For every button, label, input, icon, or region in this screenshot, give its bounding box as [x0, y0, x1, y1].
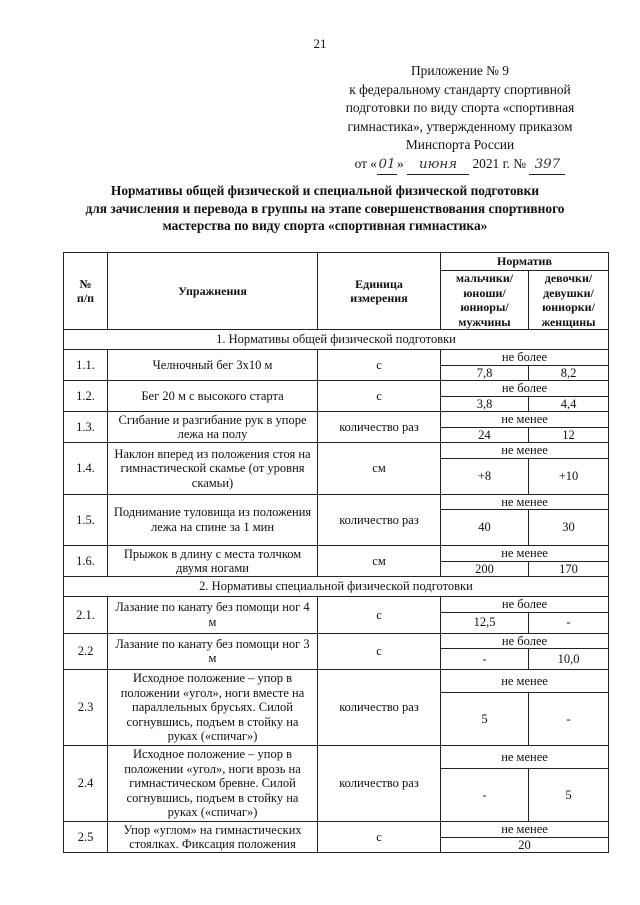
row-number: 1.6.: [64, 546, 108, 577]
date-prefix: от «: [354, 155, 378, 171]
unit-cell: см: [318, 443, 441, 495]
row-number: 2.1.: [64, 597, 108, 634]
norm-condition: не менее: [441, 443, 609, 459]
table-row: [64, 633, 609, 649]
norm-condition: не более: [441, 350, 609, 366]
header-girls: девочки/ девушки/ юниорки/ женщины: [529, 271, 609, 330]
title-line: мастерства по виду спорта «спортивная гимнастика»: [162, 218, 488, 233]
title-line: Нормативы общей физической и специальной физической подготовки: [110, 183, 540, 198]
norm-value-boys: 7,8: [441, 365, 529, 381]
table-row: [64, 746, 609, 769]
norm-value-boys: 5: [441, 693, 529, 746]
norm-value-girls: 30: [529, 510, 609, 546]
norm-value-girls: -: [529, 693, 609, 746]
header-boys: мальчики/ юноши/ юниоры/ мужчины: [441, 271, 529, 330]
row-number: 2.5: [64, 822, 108, 853]
table-row: [64, 494, 609, 510]
exercise-name: Наклон вперед из положения стоя на гимнастической скамье (от уровня скамьи): [108, 443, 318, 495]
handwritten-number: 397: [529, 156, 565, 176]
table-row: [64, 381, 609, 397]
row-number: 2.3: [64, 670, 108, 746]
exercise-name: Лазание по канату без помощи ног 3 м: [108, 633, 318, 670]
norm-value-boys: -: [441, 769, 529, 822]
unit-cell: количество раз: [318, 412, 441, 443]
section-heading: 2. Нормативы специальной физической подготовки: [64, 577, 609, 597]
norm-value-girls: 170: [529, 561, 609, 577]
exercise-name: Прыжок в длину с места толчком двумя ногами: [108, 546, 318, 577]
unit-cell: с: [318, 822, 441, 853]
header-norm: Норматив: [441, 253, 609, 271]
exercise-name: Челночный бег 3х10 м: [108, 350, 318, 381]
norm-value-boys: -: [441, 649, 529, 670]
norm-condition: не менее: [441, 546, 609, 562]
table-row: [64, 350, 609, 366]
norm-condition: не менее: [441, 670, 609, 693]
norm-value-girls: 8,2: [529, 365, 609, 381]
norms-table: [63, 252, 609, 853]
norm-condition: не менее: [441, 746, 609, 769]
exercise-name: Сгибание и разгибание рук в упоре лежа на полу: [108, 412, 318, 443]
table-row: [64, 822, 609, 838]
norm-value-boys: 40: [441, 510, 529, 546]
exercise-name: Исходное положение – упор в положении «угол», ноги врозь на гимнастическом бревне. Силой согнувшись, подъем в стойку на руках («спичаг»): [108, 746, 318, 822]
appendix-line: Минспорта России: [405, 137, 515, 152]
norm-value-girls: -: [529, 612, 609, 633]
norm-condition: не более: [441, 633, 609, 649]
norm-value-boys: 24: [441, 427, 529, 443]
norm-value-girls: +10: [529, 458, 609, 494]
norm-value-boys: +8: [441, 458, 529, 494]
header-unit: Единица измерения: [318, 253, 441, 330]
norm-value-boys: 12,5: [441, 612, 529, 633]
appendix-line: подготовки по виду спорта «спортивная: [345, 100, 575, 115]
norm-condition: не более: [441, 597, 609, 613]
table-row: [64, 597, 609, 613]
norm-value-boys: 200: [441, 561, 529, 577]
unit-cell: с: [318, 633, 441, 670]
date-quote: »: [397, 155, 404, 171]
appendix-line: гимнастика», утвержденному приказом: [347, 118, 573, 134]
appendix-block: [330, 62, 590, 175]
norm-value-girls: 10,0: [529, 649, 609, 670]
title-line: для зачисления и перевода в группы на этапе совершенствования спортивного: [85, 200, 565, 216]
norm-condition: не более: [441, 381, 609, 397]
table-row: [64, 546, 609, 562]
norm-value-girls: 4,4: [529, 396, 609, 412]
norm-value-girls: 12: [529, 427, 609, 443]
row-number: 1.5.: [64, 494, 108, 546]
handwritten-month: июня: [407, 156, 469, 176]
row-number: 1.2.: [64, 381, 108, 412]
document-title: [40, 182, 610, 235]
unit-cell: количество раз: [318, 670, 441, 746]
row-number: 2.4: [64, 746, 108, 822]
handwritten-day: 01: [377, 156, 397, 176]
unit-cell: см: [318, 546, 441, 577]
page-number: 21: [313, 36, 327, 51]
section-heading: 1. Нормативы общей физической подготовки: [64, 330, 609, 350]
header-exercise: Упражнения: [108, 253, 318, 330]
date-year: 2021 г. №: [472, 155, 527, 171]
unit-cell: с: [318, 597, 441, 634]
norm-condition: не менее: [441, 822, 609, 838]
row-number: 1.1.: [64, 350, 108, 381]
appendix-title: Приложение № 9: [410, 63, 510, 78]
table-row: [64, 443, 609, 459]
exercise-name: Упор «углом» на гимнастических стоялках. Фиксация положения: [108, 822, 318, 853]
unit-cell: количество раз: [318, 494, 441, 546]
table-row: [64, 412, 609, 428]
unit-cell: с: [318, 381, 441, 412]
table-row: [64, 670, 609, 693]
norm-condition: не менее: [441, 494, 609, 510]
exercise-name: Исходное положение – упор в положении «угол», ноги вместе на параллельных брусьях. Силой согнувшись, подъем в стойку на руках («спичаг»): [108, 670, 318, 746]
exercise-name: Лазание по канату без помощи ног 4 м: [108, 597, 318, 634]
norm-value-boys: 3,8: [441, 396, 529, 412]
appendix-date: [330, 155, 590, 176]
unit-cell: количество раз: [318, 746, 441, 822]
header-num: № п/п: [64, 253, 108, 330]
section-row: [64, 577, 609, 597]
exercise-name: Бег 20 м с высокого старта: [108, 381, 318, 412]
norm-value-girls: 5: [529, 769, 609, 822]
norm-value-both: 20: [441, 837, 609, 853]
unit-cell: с: [318, 350, 441, 381]
exercise-name: Поднимание туловища из положения лежа на спине за 1 мин: [108, 494, 318, 546]
row-number: 1.3.: [64, 412, 108, 443]
appendix-line: к федеральному стандарту спортивной: [349, 81, 571, 97]
row-number: 2.2: [64, 633, 108, 670]
row-number: 1.4.: [64, 443, 108, 495]
section-row: [64, 330, 609, 350]
norm-condition: не менее: [441, 412, 609, 428]
